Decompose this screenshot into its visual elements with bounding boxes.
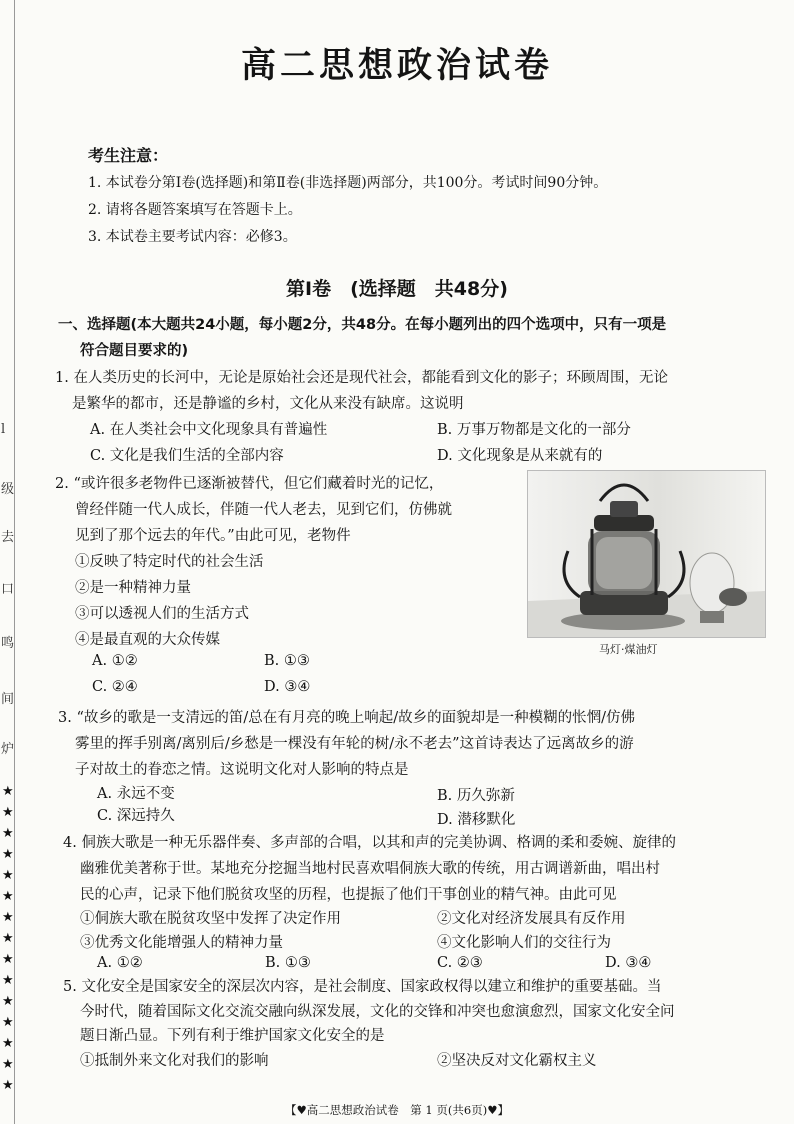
- margin-mark: 间: [1, 692, 15, 707]
- question-text: 4. 侗族大歌是一种无乐器伴奏、多声部的合唱，以其和声的完美协调、格调的柔和委婉、旋律的: [63, 835, 676, 851]
- option-b: B. 万事万物都是文化的一部分: [437, 422, 631, 438]
- option-c: C. ②④: [92, 679, 138, 695]
- option-a: A. 永远不变: [97, 786, 175, 802]
- option-b: B. ①③: [265, 955, 311, 971]
- kerosene-lantern-photo: [527, 470, 766, 638]
- margin-mark: l: [1, 422, 6, 437]
- statement: ③可以透视人们的生活方式: [75, 606, 249, 622]
- question-text: 2. “或许很多老物件已逐渐被替代，但它们藏着时光的记忆，: [55, 476, 444, 492]
- margin-mark: 炉: [1, 742, 15, 757]
- question-text: 曾经伴随一代人成长，伴随一代人老去，见到它们，仿佛就: [75, 502, 452, 518]
- photo-caption: 马灯·煤油灯: [599, 643, 658, 656]
- option-c: C. ②③: [437, 955, 483, 971]
- option-b: B. ①③: [264, 653, 310, 669]
- option-d: D. 潜移默化: [437, 812, 516, 828]
- notice-item: 3. 本试卷主要考试内容：必修3。: [88, 229, 297, 245]
- question-text: 是繁华的都市，还是静谧的乡村，文化从来没有缺席。这说明: [72, 396, 464, 412]
- notice-item: 1. 本试卷分第Ⅰ卷(选择题)和第Ⅱ卷(非选择题)两部分，共100分。考试时间90分钟。: [88, 175, 608, 191]
- page-title: 高二思想政治试卷: [240, 46, 553, 86]
- question-text: 5. 文化安全是国家安全的深层次内容，是社会制度、国家政权得以建立和维护的重要基础。当: [63, 979, 662, 995]
- statement: ②坚决反对文化霸权主义: [437, 1053, 597, 1069]
- statement: ④文化影响人们的交往行为: [437, 935, 611, 951]
- statement: ①侗族大歌在脱贫攻坚中发挥了决定作用: [80, 911, 341, 927]
- notice-heading: 考生注意：: [88, 146, 169, 165]
- notice-item: 2. 请将各题答案填写在答题卡上。: [88, 202, 302, 218]
- question-text: 3. “故乡的歌是一支清远的笛/总在有月亮的晚上响起/故乡的面貌却是一种模糊的怅惘/仿佛: [58, 710, 636, 726]
- margin-mark: 去: [1, 530, 15, 545]
- page-footer: 【♥高二思想政治试卷 第 1 页(共6页)♥】: [284, 1103, 510, 1117]
- statement: ②是一种精神力量: [75, 580, 191, 596]
- question-text: 子对故土的眷恋之情。这说明文化对人影响的特点是: [75, 762, 409, 778]
- margin-mark: 鸣: [1, 636, 15, 651]
- question-text: 1. 在人类历史的长河中，无论是原始社会还是现代社会，都能看到文化的影子；环顾周围，无论: [55, 370, 668, 386]
- question-text: 雾里的挥手别离/离别后/乡愁是一棵没有年轮的树/永不老去”这首诗表达了远离故乡的游: [75, 736, 634, 752]
- section-title: 第Ⅰ卷 (选择题 共48分): [286, 278, 508, 300]
- margin-mark: 口: [1, 582, 15, 597]
- question-text: 题日渐凸显。下列有利于维护国家文化安全的是: [80, 1028, 385, 1044]
- statement: ②文化对经济发展具有反作用: [437, 911, 626, 927]
- option-c: C. 文化是我们生活的全部内容: [90, 448, 284, 464]
- statement: ④是最直观的大众传媒: [75, 632, 220, 648]
- option-a: A. 在人类社会中文化现象具有普遍性: [90, 422, 328, 438]
- option-a: A. ①②: [97, 955, 143, 971]
- option-b: B. 历久弥新: [437, 788, 515, 804]
- option-c: C. 深远持久: [97, 808, 175, 824]
- question-text: 今时代，随着国际文化交流交融向纵深发展，文化的交锋和冲突也愈演愈烈，国家文化安全问: [80, 1004, 675, 1020]
- option-d: D. ③④: [605, 955, 652, 971]
- option-a: A. ①②: [92, 653, 138, 669]
- part-heading: 一、选择题(本大题共24小题，每小题2分，共48分。在每小题列出的四个选项中，只有一项是: [58, 317, 667, 333]
- lantern-illustration: [528, 471, 765, 637]
- statement: ①抵制外来文化对我们的影响: [80, 1053, 269, 1069]
- question-text: 民的心声，记录下他们脱贫攻坚的历程，也提振了他们干事创业的精气神。由此可见: [80, 887, 617, 903]
- margin-mark: 级: [1, 482, 15, 497]
- question-text: 幽雅优美著称于世。某地充分挖掘当地村民喜欢唱侗族大歌的传统，用古调谱新曲，唱出村: [80, 861, 660, 877]
- question-text: 见到了那个远去的年代。”由此可见，老物件: [75, 528, 351, 544]
- option-d: D. ③④: [264, 679, 311, 695]
- option-d: D. 文化现象是从来就有的: [437, 448, 603, 464]
- margin-line: [14, 0, 15, 1124]
- part-heading-cont: 符合题目要求的): [80, 343, 189, 359]
- statement: ③优秀文化能增强人的精神力量: [80, 935, 283, 951]
- statement: ①反映了特定时代的社会生活: [75, 554, 264, 570]
